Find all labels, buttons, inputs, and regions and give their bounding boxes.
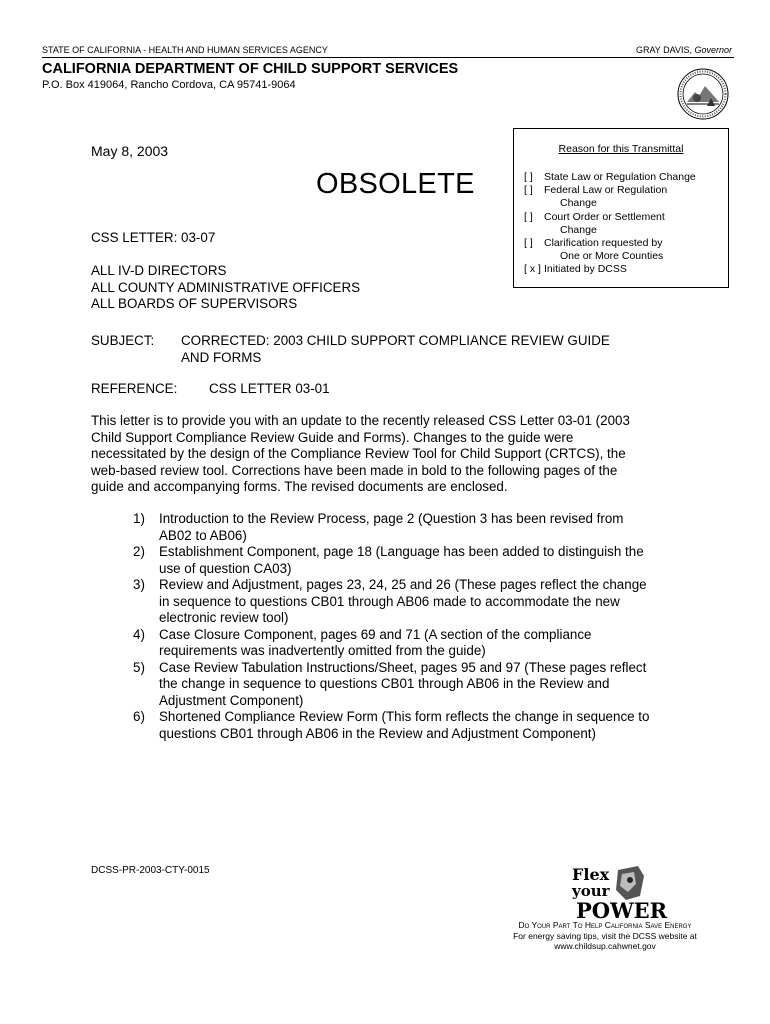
list-item: [133, 577, 649, 627]
list-item-line: Shortened Compliance Review Form (This form reflects the change in sequence to: [159, 709, 650, 724]
transmittal-options: [524, 171, 696, 277]
list-item-line: Review and Adjustment, pages 23, 24, 25 and 26 (These pages reflect the change: [159, 577, 647, 592]
recipient-line: ALL COUNTY ADMINISTRATIVE OFFICERS: [91, 279, 361, 295]
department-address: P.O. Box 419064, Rancho Cordova, CA 95741-9064: [42, 79, 296, 91]
transmittal-option: [524, 263, 696, 276]
subject-line: CORRECTED: 2003 CHILD SUPPORT COMPLIANCE REVIEW GUIDE: [181, 333, 610, 348]
list-item-line: electronic review tool): [159, 610, 289, 625]
document-code: DCSS-PR-2003-CTY-0015: [91, 865, 210, 876]
option-label: Change: [560, 197, 597, 210]
list-item-line: AB02 to AB06): [159, 527, 247, 543]
list-item: [133, 544, 649, 577]
list-item-line: questions CB01 through AB06 in the Review and Adjustment Component): [159, 725, 596, 741]
transmittal-option: [524, 237, 696, 263]
list-item-line: use of question CA03): [159, 560, 292, 576]
option-checkbox: [ ]: [524, 171, 533, 183]
list-item-line: in sequence to questions CB01 through AB06 made to accommodate the new: [159, 593, 620, 609]
list-item: [133, 627, 649, 660]
option-label: Clarification requested by: [544, 237, 663, 250]
list-item-line: Introduction to the Review Process, page 2 (Question 3 has been revised from: [159, 511, 624, 526]
paragraph-line: web-based review tool. Corrections have been made in bold to the following pages of the: [91, 462, 618, 478]
letter-date: May 8, 2003: [91, 143, 169, 159]
energy-slogan: Do Your Part To Help California Save Energy: [518, 920, 692, 930]
list-item-line: requirements was inadvertently omitted from the guide): [159, 643, 486, 658]
option-checkbox: [ ]: [524, 237, 533, 250]
option-label: Federal Law or Regulation: [544, 184, 668, 197]
reference-value: CSS LETTER 03-01: [209, 381, 330, 396]
recipients-block: [91, 263, 360, 313]
paragraph-line: This letter is to provide you with an update to the recently released CSS Letter 03-01 (2003: [91, 413, 630, 428]
list-item: [133, 709, 649, 742]
agency-name: STATE OF CALIFORNIA - HEALTH AND HUMAN SERVICES AGENCY: [42, 45, 328, 55]
transmittal-option: [524, 184, 696, 210]
list-item-number: 5): [133, 659, 145, 675]
subject-line: AND FORMS: [181, 349, 262, 365]
energy-tips-text: For energy saving tips, visit the DCSS website at: [513, 930, 697, 941]
paragraph-line: guide and accompanying forms. The revised documents are enclosed.: [91, 479, 508, 494]
recipient-line: ALL IV-D DIRECTORS: [91, 263, 227, 278]
energy-message: [480, 920, 730, 952]
flex-your-power-logo: [560, 862, 668, 924]
list-item-line: the change in sequence to questions CB01 through AB06 in the Review and: [159, 676, 610, 691]
governor-credit: GRAY DAVIS, Governor: [635, 45, 732, 55]
css-letter-number: CSS LETTER: 03-07: [91, 230, 216, 245]
subject-text: [181, 333, 610, 366]
corrections-list: [133, 511, 649, 742]
option-checkbox: [ ]: [524, 184, 533, 197]
list-item-number: 6): [133, 709, 145, 724]
paragraph-line: necessitated by the design of the Compliance Review Tool for Child Support (CRTCS), the: [91, 446, 626, 461]
option-checkbox: [ x ]: [524, 263, 541, 276]
logo-word-3: POWER: [576, 898, 668, 923]
list-item: [133, 511, 649, 544]
list-item-line: Establishment Component, page 18 (Language has been added to distinguish the: [159, 544, 644, 559]
subject-label: SUBJECT:: [91, 333, 155, 348]
reference-label: REFERENCE:: [91, 381, 178, 396]
logo-word-1: Flex: [572, 865, 610, 884]
list-item: [133, 660, 649, 710]
list-item-number: 1): [133, 511, 145, 526]
option-label: State Law or Regulation Change: [544, 171, 696, 183]
transmittal-title: Reason for this Transmittal: [558, 143, 684, 155]
option-label: Initiated by DCSS: [544, 263, 627, 276]
list-item-line: Case Closure Component, pages 69 and 71 (A section of the compliance: [159, 626, 592, 642]
header-rule: [42, 57, 734, 58]
state-seal-icon: [677, 68, 729, 120]
list-item-number: 4): [133, 626, 145, 642]
paragraph-line: Child Support Compliance Review Guide and Forms). Changes to the guide were: [91, 429, 574, 445]
transmittal-reason-box: [513, 128, 729, 288]
dcss-website-link[interactable]: www.childsup.cahwnet.gov: [554, 941, 656, 951]
option-label: Change: [560, 223, 597, 236]
transmittal-option: [524, 171, 696, 184]
agency-header-line: [42, 45, 732, 55]
option-checkbox: [ ]: [524, 210, 533, 223]
option-label: Court Order or Settlement: [544, 210, 665, 223]
transmittal-option: [524, 211, 696, 237]
obsolete-stamp: OBSOLETE: [316, 168, 475, 200]
list-item-line: Adjustment Component): [159, 692, 304, 708]
department-name: CALIFORNIA DEPARTMENT OF CHILD SUPPORT SERVICES: [42, 61, 459, 77]
list-item-number: 2): [133, 544, 145, 559]
list-item-line: Case Review Tabulation Instructions/Sheet, pages 95 and 97 (These pages reflect: [159, 659, 647, 675]
list-item-number: 3): [133, 577, 145, 592]
logo-word-2: your: [572, 882, 610, 900]
recipient-line: ALL BOARDS OF SUPERVISORS: [91, 296, 298, 311]
option-label: One or More Counties: [560, 250, 664, 263]
body-paragraph: [91, 413, 691, 496]
